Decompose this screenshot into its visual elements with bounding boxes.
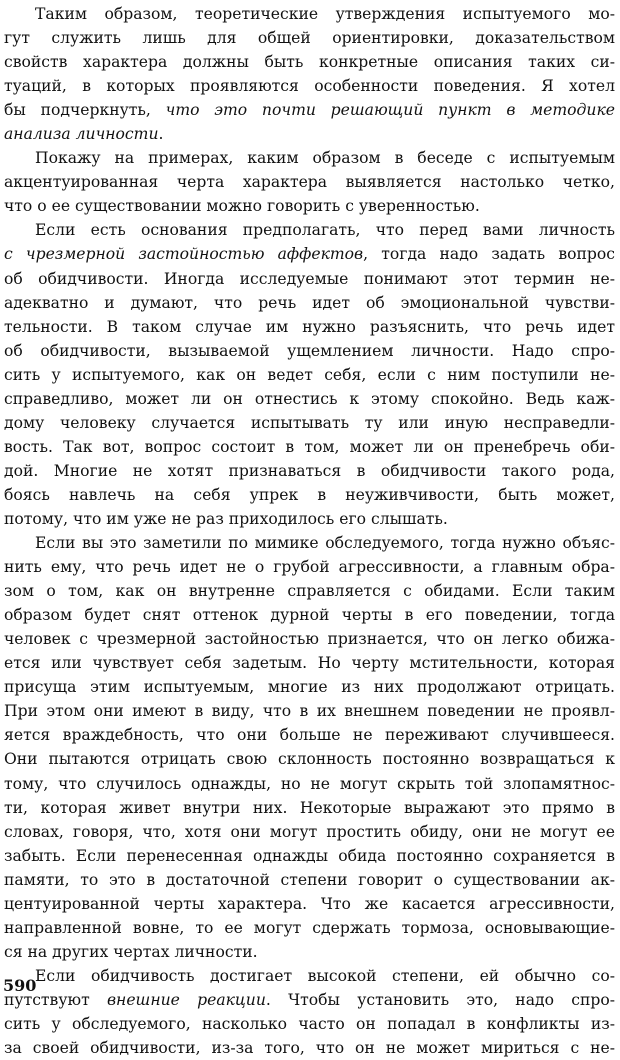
text-segment: Покажу на примерах, каким образом в беседе с испытуемым bbox=[35, 149, 615, 168]
text-segment: Если вы это заметили по мимике обследуемого, тогда нужно объяс- bbox=[35, 534, 615, 553]
text-segment: бы подчеркнуть, bbox=[4, 101, 166, 120]
text-line bbox=[4, 483, 615, 507]
text-line bbox=[4, 2, 615, 26]
text-line bbox=[4, 747, 615, 771]
text-segment: боясь навлечь на себя упрек в неуживчивости, быть может, bbox=[4, 485, 615, 504]
text-segment: яется враждебность, что они больше не переживают случившееся. bbox=[4, 726, 615, 745]
text-segment: тельности. В таком случае им нужно разъяснить, что речь идет bbox=[4, 317, 615, 336]
paragraph bbox=[4, 218, 615, 531]
text-line bbox=[4, 459, 615, 483]
text-segment: центуированной черты характера. Что же касается агрессивности, bbox=[4, 894, 615, 913]
text-line bbox=[4, 315, 615, 339]
text-segment: дому человеку случается испытывать ту или иную несправедли- bbox=[4, 413, 615, 432]
text-segment: словах, говоря, что, хотя они могут простить обиду, они не могут ее bbox=[4, 822, 615, 841]
text-segment: об обидчивости. Иногда исследуемые понимают этот термин не- bbox=[4, 269, 615, 288]
text-segment: нить ему, что речь идет не о грубой агрессивности, а главным обра- bbox=[4, 558, 615, 577]
text-segment: забыть. Если перенесенная однажды обида постоянно сохраняется в bbox=[4, 846, 615, 865]
text-line bbox=[4, 98, 615, 122]
text-line bbox=[4, 699, 615, 723]
text-line bbox=[4, 411, 615, 435]
text-line bbox=[4, 387, 615, 411]
text-segment: памяти, то это в достаточной степени говорит о существовании ак- bbox=[4, 870, 615, 889]
text-line bbox=[4, 916, 615, 940]
text-segment: Если есть основания предполагать, что перед вами личность bbox=[35, 221, 615, 240]
text-line bbox=[4, 651, 615, 675]
text-segment: туаций, в которых проявляются особенности поведения. Я хотел bbox=[4, 77, 615, 96]
text-segment: При этом они имеют в виду, что в их внешнем поведении не проявл- bbox=[4, 702, 615, 721]
text-segment: ти, которая живет внутри них. Некоторые выражают это прямо в bbox=[4, 798, 615, 817]
text-line bbox=[4, 796, 615, 820]
text-line bbox=[4, 194, 615, 218]
paragraph bbox=[4, 964, 615, 1060]
text-segment: сить у испытуемого, как он ведет себя, если с ним поступили не- bbox=[4, 365, 615, 384]
paragraph bbox=[4, 531, 615, 964]
italic-text: что это почти решающий пункт в методике bbox=[165, 101, 615, 120]
text-line bbox=[4, 531, 615, 555]
text-segment: дой. Многие не хотят признаваться в обидчивости такого рода, bbox=[4, 461, 615, 480]
page-number: 590 bbox=[3, 976, 37, 995]
text-segment: тому, что случилось однажды, но не могут скрыть той злопамятнос- bbox=[4, 774, 615, 793]
text-segment: адекватно и думают, что речь идет об эмоциональной чувстви- bbox=[4, 293, 615, 312]
text-line bbox=[4, 555, 615, 579]
text-segment: путствуют bbox=[4, 990, 107, 1009]
text-line bbox=[4, 339, 615, 363]
text-segment: ется или чувствует себя задетым. Но черту мстительности, которая bbox=[4, 654, 615, 673]
text-segment: присуща этим испытуемым, многие из них продолжают отрицать. bbox=[4, 678, 615, 697]
text-segment: что о ее существовании можно говорить с уверенностью. bbox=[4, 197, 480, 216]
text-segment: направленной вовне, то ее могут сдержать тормоза, основывающие- bbox=[4, 918, 615, 937]
text-line bbox=[4, 820, 615, 844]
paragraph bbox=[4, 146, 615, 218]
text-line bbox=[4, 675, 615, 699]
text-line bbox=[4, 868, 615, 892]
text-segment: ся на других чертах личности. bbox=[4, 942, 258, 961]
text-line bbox=[4, 507, 615, 531]
text-line bbox=[4, 122, 615, 146]
text-segment: вость. Так вот, вопрос состоит в том, может ли он пренебречь оби- bbox=[4, 437, 615, 456]
text-line bbox=[4, 146, 615, 170]
text-line bbox=[4, 26, 615, 50]
text-line bbox=[4, 1012, 615, 1036]
text-segment: акцентуированная черта характера выявляется настолько четко, bbox=[4, 173, 615, 192]
text-line bbox=[4, 627, 615, 651]
text-segment: за своей обидчивости, из-за того, что он не может мириться с не- bbox=[4, 1039, 615, 1058]
text-line bbox=[4, 50, 615, 74]
text-line bbox=[4, 291, 615, 315]
text-line bbox=[4, 964, 615, 988]
text-segment: , тогда надо задать вопрос bbox=[363, 245, 615, 264]
text-line bbox=[4, 579, 615, 603]
text-line bbox=[4, 723, 615, 747]
italic-text: анализа личности bbox=[4, 125, 159, 144]
text-line bbox=[4, 603, 615, 627]
text-segment: свойств характера должны быть конкретные описания таких си- bbox=[4, 53, 615, 72]
italic-text: с чрезмерной застойностью аффектов bbox=[4, 245, 364, 264]
text-line bbox=[4, 170, 615, 194]
text-body bbox=[4, 2, 615, 1060]
text-line bbox=[4, 435, 615, 459]
text-segment: Они пытаются отрицать свою склонность постоянно возвращаться к bbox=[4, 750, 615, 769]
text-line bbox=[4, 242, 615, 266]
text-line bbox=[4, 363, 615, 387]
text-segment: потому, что им уже не раз приходилось его слышать. bbox=[4, 509, 448, 528]
text-segment: об обидчивости, вызываемой ущемлением личности. Надо спро- bbox=[4, 341, 615, 360]
text-line bbox=[4, 74, 615, 98]
text-segment: . bbox=[158, 125, 164, 144]
text-segment: . Чтобы установить это, надо спро- bbox=[265, 990, 615, 1009]
paragraph bbox=[4, 2, 615, 146]
text-segment: сить у обследуемого, насколько часто он попадал в конфликты из- bbox=[4, 1014, 615, 1033]
text-segment: образом будет снят оттенок дурной черты в его поведении, тогда bbox=[4, 606, 615, 625]
text-line bbox=[4, 988, 615, 1012]
text-segment: зом о том, как он внутренне справляется с обидами. Если таким bbox=[4, 582, 615, 601]
text-segment: человек с чрезмерной застойностью признается, что он легко обижа- bbox=[4, 630, 615, 649]
text-line bbox=[4, 267, 615, 291]
text-line bbox=[4, 892, 615, 916]
text-segment: справедливо, может ли он отнестись к этому спокойно. Ведь каж- bbox=[4, 389, 615, 408]
text-line bbox=[4, 940, 615, 964]
text-segment: Если обидчивость достигает высокой степени, ей обычно со- bbox=[35, 966, 615, 985]
text-line bbox=[4, 772, 615, 796]
text-line bbox=[4, 218, 615, 242]
text-segment: гут служить лишь для общей ориентировки, доказательством bbox=[4, 29, 615, 48]
text-line bbox=[4, 844, 615, 868]
text-segment: Таким образом, теоретические утверждения испытуемого мо- bbox=[35, 5, 615, 23]
italic-text: внешние реакции bbox=[106, 990, 266, 1009]
text-line bbox=[4, 1036, 615, 1060]
